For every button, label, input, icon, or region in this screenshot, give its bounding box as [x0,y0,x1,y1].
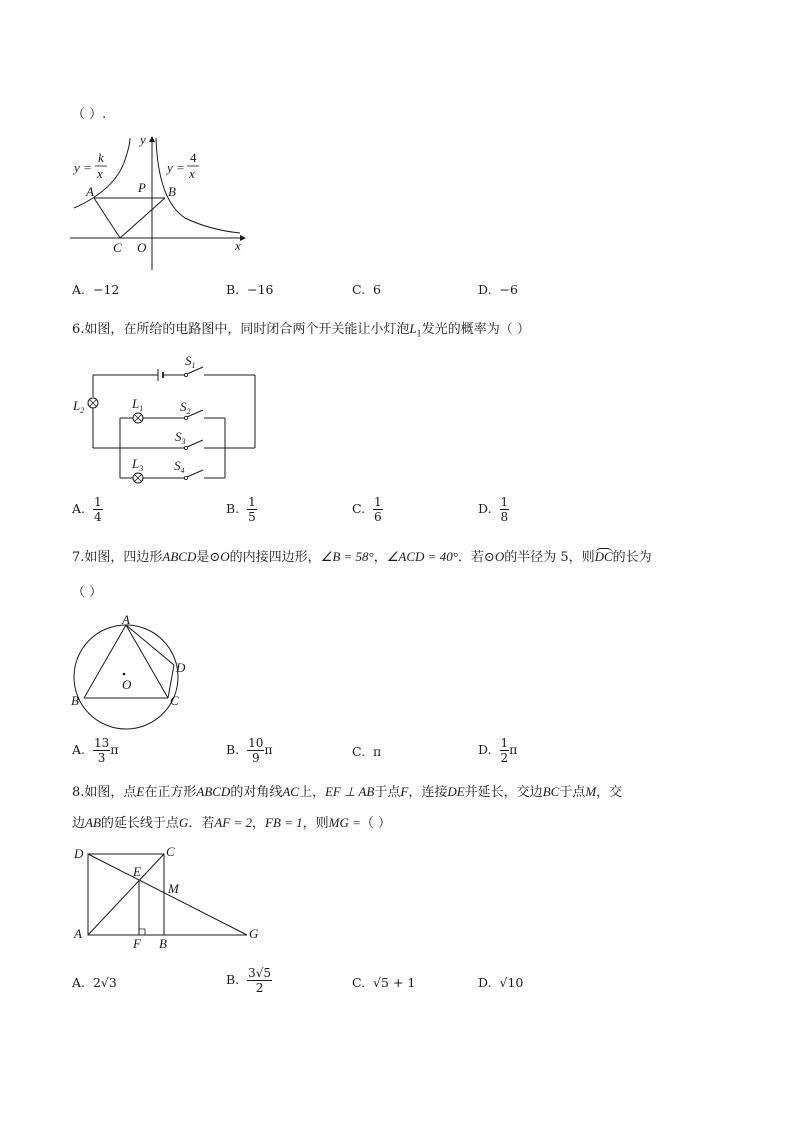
q6-option-b[interactable]: B. $\frac{1}{5}$ [226,495,256,524]
q8-option-c[interactable]: C. √5 + 1 [352,975,416,990]
q6-stem: 6.如图，在所给的电路图中，同时闭合两个开关能让小灯泡$L_1$发光的概率为（ ） [72,321,530,339]
q5-label-y: y [140,132,146,147]
q7-option-c[interactable]: C. π [352,744,382,759]
q5-right-y: y = [167,160,185,175]
q7-label-D: D [176,660,186,675]
q5-label-B: B [168,184,176,199]
q5-hyperbola-figure [60,130,260,275]
q5-option-a[interactable]: A. −12 [72,282,120,297]
q5-option-b[interactable]: B. −16 [226,282,274,297]
q6-label-L2: $L_2$ [73,398,85,415]
q5-left-num: k [98,150,104,165]
q8-label-G: G [249,926,259,941]
q8-label-A: A [74,926,82,941]
q6-option-c[interactable]: C. $\frac{1}{6}$ [352,495,382,524]
q6-option-a[interactable]: A. $\frac{1}{4}$ [72,495,102,524]
q8-option-d[interactable]: D. √10 [478,975,524,990]
q8-option-a[interactable]: A. 2√3 [72,975,117,990]
q6-label-L1: $L_1$ [132,396,144,413]
q6-option-d[interactable]: D. $\frac{1}{8}$ [478,495,509,524]
q5-right-den: x [189,166,195,181]
q5-label-C: C [113,240,122,255]
q5-label-x: x [235,238,241,253]
q8-label-B: B [159,936,167,951]
q7-option-d[interactable]: D. $\frac{1}{2}$ π [478,736,518,765]
q5-right-num: 4 [190,150,197,165]
q5-label-P: P [138,180,146,195]
q6-label-S3: $S_3$ [175,429,186,446]
q7-label-A: A [122,612,130,627]
q5-label-A: A [86,184,94,199]
q8-label-F: F [133,936,141,951]
q7-label-C: C [170,693,179,708]
q6-label-S1: $S_1$ [185,353,196,370]
q6-label-S2: $S_2$ [180,399,191,416]
q7-circle-figure [66,610,206,735]
q8-label-E: E [133,864,141,879]
q8-label-C: C [166,844,175,859]
q8-option-b[interactable]: B. $\frac{3√5}{2}$ [226,966,272,995]
q8-square-figure [70,840,270,955]
q5-left-den: x [97,166,103,181]
q5-option-d[interactable]: D. −6 [478,282,518,297]
q8-label-M: M [168,881,179,896]
q7-label-B: B [71,693,79,708]
q5-label-O: O [137,240,147,255]
q8-label-D: D [74,846,84,861]
q8-stem-line1: 8.如图，点E在正方形ABCD的对角线AC上，EF ⊥ AB于点F，连接DE并延长，交边BC于点M，交 [72,784,623,800]
q6-circuit-figure [70,350,270,490]
q5-answer-paren: （ ）. [72,107,107,122]
q7-option-a[interactable]: A. $\frac{13}{3}$ π [72,736,119,765]
q7-label-O: O [122,677,132,692]
q7-option-b[interactable]: B. $\frac{10}{9}$ π [226,736,273,765]
q7-stem: 7.如图，四边形ABCD是⊙O的内接四边形，∠B = 58°，∠ACD = 40°．若⊙O的半径为 5，则DC的长为 [72,549,652,565]
q7-answer-paren: （ ） [72,585,103,600]
q6-label-L3: $L_3$ [132,456,144,473]
q8-stem-line2: 边AB的延长线于点G．若AF = 2，FB = 1，则MG =（ ） [72,815,392,831]
q5-option-c[interactable]: C. 6 [352,282,381,297]
q5-left-y: y = [74,160,92,175]
q6-label-S4: $S_4$ [174,458,185,475]
